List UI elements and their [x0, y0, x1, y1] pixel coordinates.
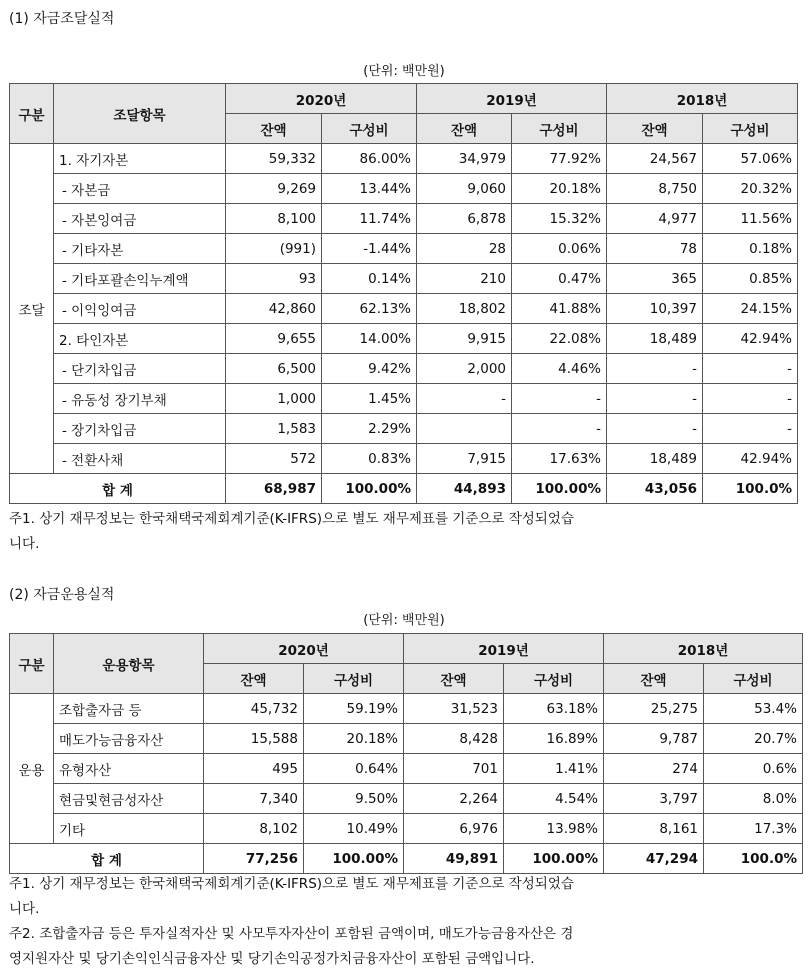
- ratio-cell: 13.44%: [322, 174, 417, 204]
- table-row: [10, 444, 798, 474]
- balance-cell: 10,397: [607, 294, 703, 324]
- header-ratio: 구성비: [704, 664, 803, 694]
- total-ratio-cell: 100.0%: [704, 844, 803, 874]
- ratio-cell: 11.74%: [322, 204, 417, 234]
- category-cell: 운용: [10, 694, 54, 844]
- table-row: [10, 264, 798, 294]
- ratio-cell: 57.06%: [703, 144, 798, 174]
- funding-table: [9, 83, 798, 504]
- table-row: [10, 384, 798, 414]
- ratio-cell: 9.50%: [304, 784, 404, 814]
- header-gubun: 구분: [10, 634, 54, 694]
- ratio-cell: 14.00%: [322, 324, 417, 354]
- total-balance-cell: 77,256: [204, 844, 304, 874]
- balance-cell: 365: [607, 264, 703, 294]
- ratio-cell: 0.83%: [322, 444, 417, 474]
- balance-cell: 701: [404, 754, 504, 784]
- ratio-cell: 9.42%: [322, 354, 417, 384]
- category-cell: 조달: [10, 144, 54, 474]
- item-cell: - 유동성 장기부채: [54, 384, 226, 414]
- header-ratio: 구성비: [504, 664, 604, 694]
- header-year: 2018년: [604, 634, 803, 664]
- section1-unit: (단위: 백만원): [363, 64, 445, 79]
- ratio-cell: 13.98%: [504, 814, 604, 844]
- ratio-cell: 20.18%: [512, 174, 607, 204]
- balance-cell: 18,802: [417, 294, 512, 324]
- item-cell: - 장기차입금: [54, 414, 226, 444]
- total-label: 합 계: [10, 474, 226, 504]
- table-row: [10, 234, 798, 264]
- section2-title: (2) 자금운용실적: [9, 587, 115, 603]
- balance-cell: 9,269: [226, 174, 322, 204]
- header-balance: 잔액: [226, 114, 322, 144]
- header-item: 운용항목: [54, 634, 204, 694]
- ratio-cell: 0.47%: [512, 264, 607, 294]
- balance-cell: 24,567: [607, 144, 703, 174]
- ratio-cell: -: [703, 354, 798, 384]
- ratio-cell: 59.19%: [304, 694, 404, 724]
- ratio-cell: 15.32%: [512, 204, 607, 234]
- ratio-cell: 77.92%: [512, 144, 607, 174]
- total-ratio-cell: 100.0%: [703, 474, 798, 504]
- balance-cell: 8,428: [404, 724, 504, 754]
- balance-cell: 274: [604, 754, 704, 784]
- table-row: [10, 754, 803, 784]
- balance-cell: (991): [226, 234, 322, 264]
- balance-cell: 2,000: [417, 354, 512, 384]
- header-balance: 잔액: [604, 664, 704, 694]
- balance-cell: 210: [417, 264, 512, 294]
- total-ratio-cell: 100.00%: [322, 474, 417, 504]
- note-line: 주1. 상기 재무정보는 한국채택국제회계기준(K-IFRS)으로 별도 재무제표를 기준으로 작성되었습: [9, 876, 574, 892]
- ratio-cell: 4.54%: [504, 784, 604, 814]
- total-label: 합 계: [10, 844, 204, 874]
- item-cell: 조합출자금 등: [54, 694, 204, 724]
- table-row: [10, 724, 803, 754]
- balance-cell: 9,915: [417, 324, 512, 354]
- balance-cell: 8,750: [607, 174, 703, 204]
- ratio-cell: 1.45%: [322, 384, 417, 414]
- ratio-cell: 16.89%: [504, 724, 604, 754]
- balance-cell: 45,732: [204, 694, 304, 724]
- balance-cell: 15,588: [204, 724, 304, 754]
- note-line: 니다.: [9, 901, 40, 917]
- balance-cell: 7,915: [417, 444, 512, 474]
- ratio-cell: -: [512, 384, 607, 414]
- header-balance: 잔액: [204, 664, 304, 694]
- ratio-cell: 0.6%: [704, 754, 803, 784]
- header-ratio: 구성비: [703, 114, 798, 144]
- table-row: [10, 204, 798, 234]
- total-ratio-cell: 100.00%: [304, 844, 404, 874]
- ratio-cell: 17.63%: [512, 444, 607, 474]
- balance-cell: 495: [204, 754, 304, 784]
- table-row: [10, 144, 798, 174]
- balance-cell: 1,583: [226, 414, 322, 444]
- item-cell: 현금및현금성자산: [54, 784, 204, 814]
- balance-cell: 2,264: [404, 784, 504, 814]
- section1-title: (1) 자금조달실적: [9, 11, 115, 27]
- table-row: [10, 694, 803, 724]
- header-ratio: 구성비: [322, 114, 417, 144]
- total-ratio-cell: 100.00%: [512, 474, 607, 504]
- ratio-cell: 0.06%: [512, 234, 607, 264]
- ratio-cell: 0.85%: [703, 264, 798, 294]
- header-balance: 잔액: [417, 114, 512, 144]
- section2-notes: [9, 872, 574, 972]
- ratio-cell: 11.56%: [703, 204, 798, 234]
- ratio-cell: 42.94%: [703, 444, 798, 474]
- balance-cell: 42,860: [226, 294, 322, 324]
- ratio-cell: 2.29%: [322, 414, 417, 444]
- balance-cell: -: [607, 384, 703, 414]
- item-cell: 1. 자기자본: [54, 144, 226, 174]
- balance-cell: 78: [607, 234, 703, 264]
- balance-cell: 9,655: [226, 324, 322, 354]
- item-cell: 기타: [54, 814, 204, 844]
- total-row: [10, 474, 798, 504]
- balance-cell: 25,275: [604, 694, 704, 724]
- balance-cell: 18,489: [607, 444, 703, 474]
- header-balance: 잔액: [404, 664, 504, 694]
- ratio-cell: 24.15%: [703, 294, 798, 324]
- note-line: 니다.: [9, 536, 40, 552]
- item-cell: - 전환사채: [54, 444, 226, 474]
- ratio-cell: 41.88%: [512, 294, 607, 324]
- ratio-cell: 0.14%: [322, 264, 417, 294]
- section1-note: [9, 507, 574, 557]
- item-cell: - 단기차입금: [54, 354, 226, 384]
- total-balance-cell: 43,056: [607, 474, 703, 504]
- item-cell: - 이익잉여금: [54, 294, 226, 324]
- total-balance-cell: 47,294: [604, 844, 704, 874]
- table-row: [10, 814, 803, 844]
- total-balance-cell: 44,893: [417, 474, 512, 504]
- balance-cell: 59,332: [226, 144, 322, 174]
- balance-cell: 8,102: [204, 814, 304, 844]
- balance-cell: 34,979: [417, 144, 512, 174]
- item-cell: - 기타포괄손익누계액: [54, 264, 226, 294]
- balance-cell: -: [607, 414, 703, 444]
- header-year: 2018년: [607, 84, 798, 114]
- operation-table: [9, 633, 803, 874]
- ratio-cell: 10.49%: [304, 814, 404, 844]
- balance-cell: 6,878: [417, 204, 512, 234]
- balance-cell: 6,976: [404, 814, 504, 844]
- ratio-cell: 8.0%: [704, 784, 803, 814]
- section2-unit: (단위: 백만원): [363, 613, 445, 628]
- ratio-cell: 53.4%: [704, 694, 803, 724]
- header-year: 2020년: [204, 634, 404, 664]
- ratio-cell: 17.3%: [704, 814, 803, 844]
- table-row: [10, 324, 798, 354]
- balance-cell: -: [417, 384, 512, 414]
- note-line: 주1. 상기 재무정보는 한국채택국제회계기준(K-IFRS)으로 별도 재무제표를 기준으로 작성되었습: [9, 511, 574, 527]
- ratio-cell: -: [512, 414, 607, 444]
- header-item: 조달항목: [54, 84, 226, 144]
- ratio-cell: -: [703, 414, 798, 444]
- total-balance-cell: 68,987: [226, 474, 322, 504]
- balance-cell: 7,340: [204, 784, 304, 814]
- table-row: [10, 784, 803, 814]
- table-row: [10, 174, 798, 204]
- balance-cell: 8,161: [604, 814, 704, 844]
- ratio-cell: 86.00%: [322, 144, 417, 174]
- ratio-cell: 62.13%: [322, 294, 417, 324]
- ratio-cell: 4.46%: [512, 354, 607, 384]
- note-line: 영지원자산 및 당기손익인식금융자산 및 당기손익공정가치금융자산이 포함된 금액입니다.: [9, 951, 535, 967]
- header-ratio: 구성비: [512, 114, 607, 144]
- ratio-cell: 22.08%: [512, 324, 607, 354]
- balance-cell: 31,523: [404, 694, 504, 724]
- ratio-cell: 42.94%: [703, 324, 798, 354]
- table-row: [10, 414, 798, 444]
- header-balance: 잔액: [607, 114, 703, 144]
- note-line: 주2. 조합출자금 등은 투자실적자산 및 사모투자자산이 포함된 금액이며, 매도가능금융자산은 경: [9, 926, 574, 942]
- item-cell: - 자본잉여금: [54, 204, 226, 234]
- header-ratio: 구성비: [304, 664, 404, 694]
- item-cell: 2. 타인자본: [54, 324, 226, 354]
- total-balance-cell: 49,891: [404, 844, 504, 874]
- item-cell: 매도가능금융자산: [54, 724, 204, 754]
- balance-cell: 1,000: [226, 384, 322, 414]
- ratio-cell: 0.18%: [703, 234, 798, 264]
- balance-cell: 28: [417, 234, 512, 264]
- ratio-cell: 20.18%: [304, 724, 404, 754]
- balance-cell: 93: [226, 264, 322, 294]
- balance-cell: 8,100: [226, 204, 322, 234]
- balance-cell: 4,977: [607, 204, 703, 234]
- ratio-cell: 1.41%: [504, 754, 604, 784]
- ratio-cell: 0.64%: [304, 754, 404, 784]
- ratio-cell: -1.44%: [322, 234, 417, 264]
- table-row: [10, 354, 798, 384]
- ratio-cell: 20.32%: [703, 174, 798, 204]
- total-ratio-cell: 100.00%: [504, 844, 604, 874]
- total-row: [10, 844, 803, 874]
- ratio-cell: 63.18%: [504, 694, 604, 724]
- balance-cell: 18,489: [607, 324, 703, 354]
- balance-cell: 9,787: [604, 724, 704, 754]
- header-year: 2019년: [417, 84, 607, 114]
- balance-cell: [417, 414, 512, 444]
- balance-cell: 9,060: [417, 174, 512, 204]
- balance-cell: -: [607, 354, 703, 384]
- header-gubun: 구분: [10, 84, 54, 144]
- table-row: [10, 294, 798, 324]
- balance-cell: 6,500: [226, 354, 322, 384]
- item-cell: - 자본금: [54, 174, 226, 204]
- balance-cell: 3,797: [604, 784, 704, 814]
- ratio-cell: 20.7%: [704, 724, 803, 754]
- header-year: 2019년: [404, 634, 604, 664]
- item-cell: - 기타자본: [54, 234, 226, 264]
- balance-cell: 572: [226, 444, 322, 474]
- item-cell: 유형자산: [54, 754, 204, 784]
- header-year: 2020년: [226, 84, 417, 114]
- ratio-cell: -: [703, 384, 798, 414]
